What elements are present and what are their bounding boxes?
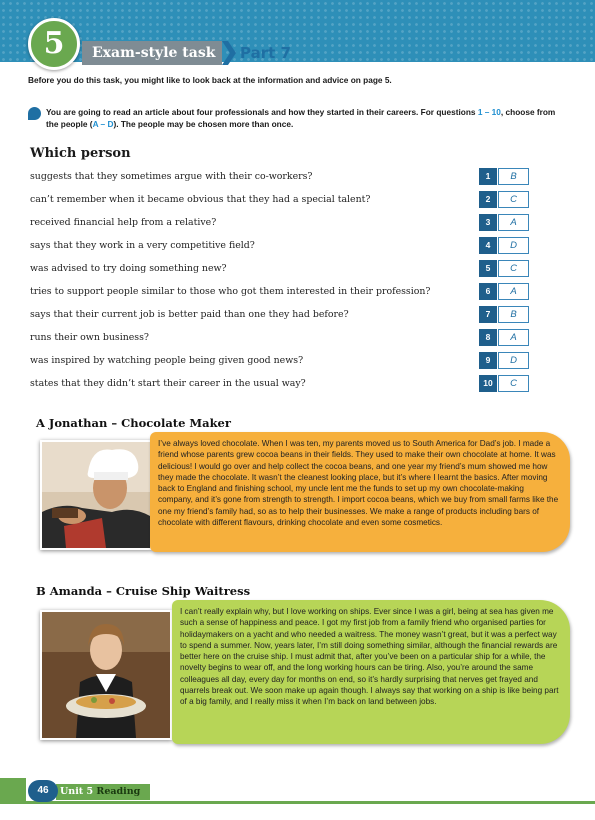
answer-box[interactable]: A: [498, 214, 529, 231]
question-text: runs their own business?: [30, 332, 149, 343]
question-text: was advised to try doing something new?: [30, 263, 227, 274]
question-text: states that they didn’t start their career in the usual way?: [30, 378, 306, 389]
answer-box[interactable]: B: [498, 168, 529, 185]
question-number: 7: [479, 306, 497, 323]
chevron-right-icon: [222, 41, 236, 65]
answer-box[interactable]: C: [498, 375, 529, 392]
speech-bubble-icon: [28, 107, 41, 120]
question-text: says that they work in a very competitive field?: [30, 240, 255, 251]
footer-accent: [0, 778, 26, 804]
question-range: 1 – 10: [477, 107, 501, 117]
task-label: Exam-style task: [82, 41, 222, 65]
answer-box[interactable]: C: [498, 260, 529, 277]
question-number: 5: [479, 260, 497, 277]
question-number: 1: [479, 168, 497, 185]
unit-label: Unit 5: [60, 786, 94, 797]
question-text: says that their current job is better paid than one they had before?: [30, 309, 349, 320]
answer-box[interactable]: D: [498, 237, 529, 254]
question-number: 8: [479, 329, 497, 346]
part-label: Part 7: [240, 44, 291, 62]
question-number: 4: [479, 237, 497, 254]
question-number: 3: [479, 214, 497, 231]
question-text: was inspired by watching people being given good news?: [30, 355, 304, 366]
instruction-text: [46, 107, 566, 130]
unit-badge: 5: [28, 18, 80, 70]
answer-box[interactable]: C: [498, 191, 529, 208]
footer-rule: [0, 801, 595, 804]
question-number: 2: [479, 191, 497, 208]
question-number: 10: [479, 375, 497, 392]
which-person-heading: Which person: [30, 146, 131, 161]
instruction-part: , choose from the people (: [46, 107, 556, 129]
footer-unit-label: [56, 784, 150, 800]
answer-box[interactable]: A: [498, 329, 529, 346]
answer-box[interactable]: B: [498, 306, 529, 323]
option-range: A – D: [92, 118, 114, 129]
question-text: can’t remember when it became obvious that they had a special talent?: [30, 194, 371, 205]
section-b-title: B Amanda – Cruise Ship Waitress: [36, 584, 251, 598]
answer-box[interactable]: D: [498, 352, 529, 369]
section-a-title: A Jonathan – Chocolate Maker: [36, 416, 231, 430]
answer-box[interactable]: A: [498, 283, 529, 300]
question-text: suggests that they sometimes argue with their co-workers?: [30, 171, 313, 182]
page-number: 46: [28, 780, 58, 802]
question-text: tries to support people similar to those who got them interested in their profession?: [30, 286, 431, 297]
section-b-text: I can’t really explain why, but I love working on ships. Ever since I was a girl, being at sea has given me such a sense of happiness and peace. I got my first job from a family friend who organised parties for holidaymakers on a yacht and who needed a waitress. The money wasn’t great, but it was a perfect way to spend a summer. Now, years later, I’m still doing something similar, although the financial rewards are better here on the cruise ship. I must admit that, after you’ve been on a particular ship for a while, the novelty begins to wear off, and the long working hours can be tiring. Also, you’re around the same colleagues all day, every day for months on end, so it’s hardly surprising that nerves get frayed and quarrels break out. We soon make up again though. I always say that working on a ship is like being part of a big family, and I really miss it when I’m back on land between jobs.: [172, 600, 570, 744]
section-label: Reading: [96, 786, 141, 797]
waitress-photo: [40, 610, 172, 740]
chef-photo: [40, 440, 152, 550]
instruction-part: You are going to read an article about four professionals and how they started in their careers. For questions: [46, 107, 478, 117]
question-number: 9: [479, 352, 497, 369]
instruction-part: ). The people may be chosen more than once.: [113, 118, 294, 129]
question-text: received financial help from a relative?: [30, 217, 217, 228]
question-number: 6: [479, 283, 497, 300]
intro-text: Before you do this task, you might like to look back at the information and advice on page 5.: [28, 75, 392, 85]
section-a-text: I’ve always loved chocolate. When I was ten, my parents moved us to South America for Dad’s job. I made a friend whose parents grew cocoa beans in their fields. They used to make their own chocolate at home. It was delicious! I would go over and help collect the cocoa beans, and one year my friend’s mum showed me how they made the chocolate. It wasn’t the cleanest looking place, but it’s where I learnt the basics. After moving back to England and finishing school, my uncle lent me the funds to set up my own chocolate-making company, and it’s gone from strength to strength. I import cocoa beans, which we buy from small farms like the one my friend’s family had, so as to help their businesses. We make a range of products including bars of chocolate with different flavours, drinking chocolate and even some cosmetics.: [150, 432, 570, 552]
